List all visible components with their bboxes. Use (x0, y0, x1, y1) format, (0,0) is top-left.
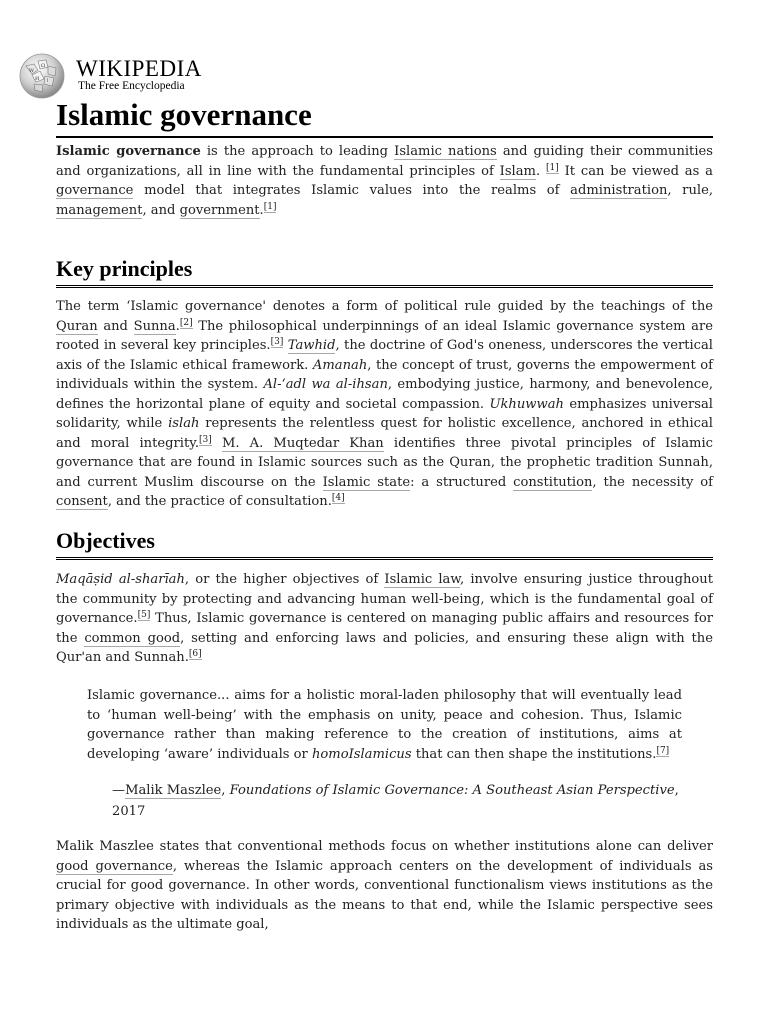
link-management[interactable]: management (56, 202, 143, 218)
link-consent[interactable]: consent (56, 494, 108, 509)
link-constitution[interactable]: constitution (513, 474, 593, 490)
link-muqtedar-khan[interactable]: M. A. Muqtedar Khan (221, 435, 384, 451)
ref-7[interactable]: [7] (656, 745, 670, 756)
text: : a structured (410, 474, 514, 490)
text: Malik Maszlee states that conventional methods focus on whether institutions alone can deliver (56, 839, 713, 854)
text: . (535, 163, 546, 179)
text: , (221, 783, 230, 798)
link-good-governance[interactable]: good governance (56, 858, 173, 874)
link-governance[interactable]: governance (56, 183, 134, 198)
text: and (97, 318, 134, 334)
blockquote (87, 686, 682, 764)
term-islah: islah (168, 416, 200, 431)
link-malik-maszlee[interactable]: Malik Maszlee (125, 783, 222, 798)
text: — (112, 783, 126, 798)
ref-3[interactable]: [3] (270, 337, 284, 347)
cited-work: Foundations of Islamic Governance: A Southeast Asian Perspective (229, 783, 675, 798)
key-principles-paragraph (56, 297, 713, 512)
text: , whereas the Islamic approach centers on the development of individuals as crucial for good governance. In other words, conventional functionalism views institutions as the primary objective with individuals as the means to that end, while the Islamic perspective sees individuals as the ultimate goal, (56, 858, 713, 932)
term-al-adl: Al-‘adl wa al-ihsan (263, 377, 388, 392)
text: , the doctrine of God's oneness, underscores the vertical axis of the Islamic ethical framework. (56, 338, 713, 373)
text: . (175, 318, 180, 334)
term-homo-islamicus: homoIslamicus (311, 746, 412, 762)
intro-bold-term: Islamic governance (56, 144, 201, 159)
heading-key-principles: Key principles (56, 255, 713, 288)
term-amanah: Amanah (312, 357, 368, 373)
term-ukhuwwah: Ukhuwwah (489, 396, 564, 412)
link-islamic-state[interactable]: Islamic state (322, 474, 411, 490)
link-administration[interactable]: administration (570, 183, 668, 198)
objectives-paragraph (56, 570, 713, 668)
text: is the approach to leading (200, 144, 395, 159)
link-islamic-nations[interactable]: Islamic nations (394, 144, 497, 159)
text: , the necessity of (592, 474, 714, 490)
svg-text:Ω: Ω (41, 63, 46, 69)
text: , rule, (667, 183, 713, 198)
wikipedia-tagline: The Free Encyclopedia (78, 80, 185, 92)
ref-4[interactable]: [4] (331, 493, 345, 503)
text: The term ‘Islamic governance' denotes a form of political rule guided by the teachings of the (56, 299, 713, 314)
text: The philosophical underpinnings of an ideal Islamic governance system are rooted in several key principles. (56, 318, 713, 353)
text: , or the higher objectives of (184, 572, 385, 587)
globe-icon[interactable] (18, 52, 66, 100)
text: that can then shape the institutions. (411, 746, 657, 762)
text: , setting and enforcing laws and policies, and ensuring these align with the Qur'an and Sunnah. (56, 630, 713, 665)
link-islam[interactable]: Islam (499, 163, 536, 179)
intro-paragraph (56, 142, 713, 220)
ref-1b[interactable]: [1] (263, 201, 277, 212)
site-header (18, 52, 278, 100)
text: It can be viewed as a (558, 163, 713, 179)
link-quran[interactable]: Quran (56, 318, 98, 334)
link-common-good[interactable]: common good (84, 630, 181, 646)
text: emphasizes universal solidarity, while (56, 396, 713, 431)
wikipedia-wordmark[interactable]: WIKIPEDIA (76, 56, 202, 81)
text: , and the practice of consultation. (107, 494, 332, 509)
ref-2[interactable]: [2] (179, 317, 193, 328)
ref-6[interactable]: [6] (188, 649, 202, 659)
text: Tawhid (287, 338, 336, 353)
text: , (674, 783, 679, 798)
svg-text:ا: ا (47, 78, 49, 84)
ref-1[interactable]: [1] (545, 162, 559, 173)
text: . (259, 202, 264, 218)
page-title: Islamic governance (56, 96, 713, 138)
ref-3b[interactable]: [3] (199, 434, 212, 445)
text (212, 436, 222, 451)
term-maqasid: Maqāṣid al-sharīah (56, 572, 185, 587)
link-sunna[interactable]: Sunna (133, 318, 176, 334)
maszlee-paragraph (56, 837, 713, 935)
link-islamic-law[interactable]: Islamic law (384, 572, 461, 587)
text: , and (142, 202, 180, 218)
text: , embodying justice, harmony, and benevolence, defines the horizontal plane of equity and societal compassion. (56, 377, 714, 412)
text: identifies three pivotal principles of Islamic governance that are found in Islamic sources such as the Quran, the prophetic tradition Sunnah, and current Muslim discourse on the (56, 435, 713, 490)
text: , involve ensuring justice throughout the community by protecting and advancing human well-being, which is the fundamental goal of governance. (56, 572, 713, 626)
ref-5[interactable]: [5] (137, 610, 151, 620)
text: represents the relentless quest for holistic excellence, anchored in ethical and moral integrity. (56, 416, 713, 451)
cited-year: 2017 (112, 804, 146, 819)
link-tawhid[interactable] (288, 338, 336, 354)
text: Thus, Islamic governance is centered on managing public affairs and resources for the (56, 611, 713, 646)
text: , the concept of trust, governs the empowerment of individuals within the system. (56, 357, 713, 392)
svg-text:И: И (35, 76, 40, 82)
text: model that integrates Islamic values into the realms of (133, 183, 571, 198)
quote-attribution (112, 780, 682, 822)
heading-objectives: Objectives (56, 527, 713, 560)
text: Islamic governance... aims for a holistic moral-laden philosophy that will eventually lead to ‘human well-being’ with the emphasis on unity, peace and cohesion. Thus, Islamic governance rather than making reference to the creation of institutions, aims at developing ‘aware’ individuals or (87, 688, 682, 762)
link-government[interactable]: government (179, 202, 260, 218)
text: and guiding their communities and organizations, all in line with the fundamental principles of (56, 144, 713, 179)
svg-text:W: W (29, 68, 35, 74)
